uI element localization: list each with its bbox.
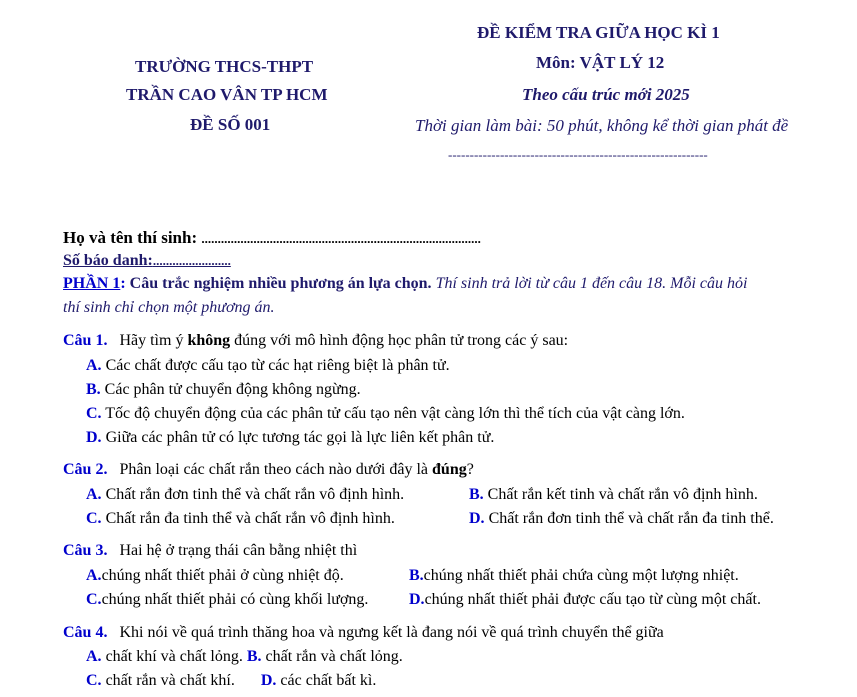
option-text: chất khí và chất lỏng. bbox=[101, 648, 243, 665]
question-4-stem bbox=[63, 624, 664, 642]
question-3-option-a[interactable] bbox=[86, 567, 344, 585]
question-2-option-a[interactable] bbox=[86, 486, 404, 504]
question-4-option-d[interactable] bbox=[261, 672, 377, 689]
option-text: chúng nhất thiết phải có cùng khối lượng. bbox=[101, 591, 369, 608]
option-text: chúng nhất thiết phải chứa cùng một lượng nhiệt. bbox=[423, 567, 739, 584]
question-3-option-b[interactable] bbox=[409, 567, 739, 585]
exam-code: ĐỀ SỐ 001 bbox=[190, 115, 271, 134]
student-id-row bbox=[63, 252, 231, 270]
option-label: B. bbox=[86, 381, 101, 398]
option-text: Tốc độ chuyển động của các phân tử cấu tạo nên vật càng lớn thì thể tích của vật càng lớn. bbox=[101, 405, 685, 422]
part1-instruction-1: Thí sinh trả lời từ câu 1 đến câu 18. Mỗi câu hỏi bbox=[431, 275, 748, 292]
option-label: C. bbox=[86, 405, 102, 422]
option-label: D. bbox=[86, 429, 102, 446]
question-3-option-c[interactable] bbox=[86, 591, 368, 609]
option-label: C. bbox=[86, 591, 102, 608]
question-1-stem bbox=[63, 332, 568, 350]
question-2-stem bbox=[63, 461, 474, 479]
option-text: Các phân tử chuyển động không ngừng. bbox=[100, 381, 361, 398]
option-label: A. bbox=[86, 357, 102, 374]
part1-colon: : bbox=[120, 275, 126, 292]
question-3-option-d[interactable] bbox=[409, 591, 761, 609]
subject: Môn: VẬT LÝ 12 bbox=[536, 53, 665, 72]
student-name-dots: ...................................................................................... bbox=[201, 231, 481, 246]
option-label: B. bbox=[409, 567, 424, 584]
question-2-option-d[interactable] bbox=[469, 510, 774, 528]
option-text: chúng nhất thiết phải ở cùng nhiệt độ. bbox=[101, 567, 344, 584]
question-2-text-after: ? bbox=[466, 461, 474, 478]
option-label: D. bbox=[260, 672, 277, 689]
question-4-label: Câu 4. bbox=[63, 624, 108, 641]
question-2-label: Câu 2. bbox=[63, 461, 108, 478]
option-text: chúng nhất thiết phải được cấu tạo từ cùng một chất. bbox=[424, 591, 761, 608]
question-2-text-bold: đúng bbox=[432, 461, 467, 478]
question-1-text-after: đúng với mô hình động học phân tử trong các ý sau: bbox=[230, 332, 569, 349]
question-4-text: Khi nói về quá trình thăng hoa và ngưng kết là đang nói về quá trình chuyển thể giữa bbox=[119, 624, 664, 641]
option-text: Các chất được cấu tạo từ các hạt riêng biệt là phân tử. bbox=[101, 357, 450, 374]
question-3-stem bbox=[63, 542, 357, 560]
option-text: Chất rắn kết tinh và chất rắn vô định hình. bbox=[483, 486, 758, 503]
option-label: B. bbox=[246, 648, 262, 665]
header-separator: ------------------------------------------------------------ bbox=[448, 147, 708, 162]
question-1-option-a[interactable] bbox=[86, 357, 450, 375]
option-label: C. bbox=[86, 672, 102, 689]
student-id-label: Số báo danh: bbox=[63, 252, 153, 269]
exam-title: ĐỀ KIỂM TRA GIỮA HỌC KÌ 1 bbox=[477, 23, 720, 42]
question-2-option-b[interactable] bbox=[469, 486, 758, 504]
question-1-option-d[interactable] bbox=[86, 429, 494, 447]
question-4-option-c[interactable] bbox=[86, 672, 235, 689]
option-label: A. bbox=[86, 567, 102, 584]
option-label: D. bbox=[409, 591, 425, 608]
option-text: Chất rắn đơn tinh thể và chất rắn đa tinh thể. bbox=[484, 510, 774, 527]
question-4-option-a[interactable] bbox=[86, 648, 243, 665]
school-name-line2: TRẦN CAO VÂN TP HCM bbox=[126, 85, 328, 104]
student-name-label: Họ và tên thí sinh: bbox=[63, 228, 198, 247]
option-label: D. bbox=[469, 510, 485, 527]
option-text: chất rắn và chất khí. bbox=[101, 672, 235, 689]
option-text: Chất rắn đa tinh thể và chất rắn vô định hình. bbox=[101, 510, 395, 527]
option-text: chất rắn và chất lỏng. bbox=[261, 648, 403, 665]
part1-label: PHẦN 1 bbox=[63, 275, 121, 292]
option-label: A. bbox=[86, 648, 102, 665]
question-1-option-b[interactable] bbox=[86, 381, 361, 399]
student-id-dots: ........................ bbox=[152, 253, 231, 268]
part1-title: Câu trắc nghiệm nhiều phương án lựa chọn. bbox=[125, 275, 432, 292]
question-3-text: Hai hệ ở trạng thái cân bằng nhiệt thì bbox=[119, 542, 358, 559]
question-1-text-before: Hãy tìm ý bbox=[119, 332, 188, 349]
option-text: Chất rắn đơn tinh thể và chất rắn vô định hình. bbox=[101, 486, 405, 503]
question-4-option-b[interactable] bbox=[247, 648, 403, 665]
part1-heading bbox=[63, 275, 747, 293]
question-1-label: Câu 1. bbox=[63, 332, 108, 349]
part1-instruction-2: thí sinh chỉ chọn một phương án. bbox=[63, 299, 275, 316]
school-name-line1: TRƯỜNG THCS-THPT bbox=[135, 57, 314, 76]
question-2-text-before: Phân loại các chất rắn theo cách nào dưới đây là bbox=[119, 461, 433, 478]
student-name-row bbox=[63, 228, 481, 248]
option-label: B. bbox=[469, 486, 484, 503]
question-1-option-c[interactable] bbox=[86, 405, 685, 423]
exam-structure: Theo cấu trúc mới 2025 bbox=[522, 85, 690, 104]
option-label: C. bbox=[86, 510, 102, 527]
option-label: A. bbox=[86, 486, 102, 503]
question-1-text-bold: không bbox=[187, 332, 231, 349]
option-text: các chất bất kì. bbox=[276, 672, 377, 689]
question-2-option-c[interactable] bbox=[86, 510, 395, 528]
question-4-options-row2 bbox=[86, 672, 376, 690]
option-text: Giữa các phân tử có lực tương tác gọi là lực liên kết phân tử. bbox=[101, 429, 495, 446]
question-3-label: Câu 3. bbox=[63, 542, 108, 559]
question-4-options-row1 bbox=[86, 648, 403, 666]
exam-time: Thời gian làm bài: 50 phút, không kể thời gian phát đề bbox=[415, 116, 789, 135]
